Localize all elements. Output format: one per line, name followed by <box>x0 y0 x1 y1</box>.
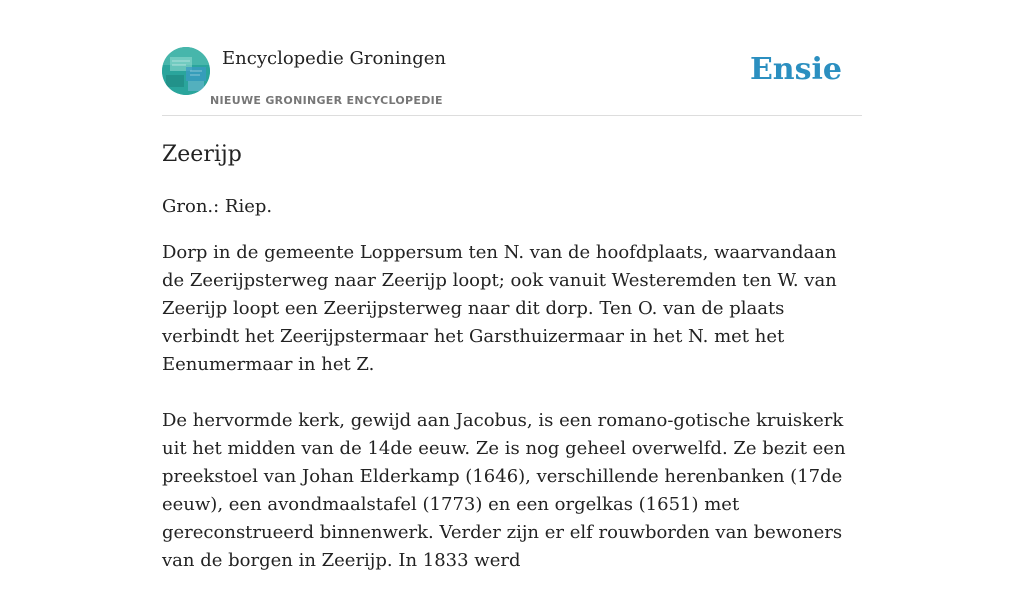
site-header <box>162 0 862 116</box>
page <box>162 0 862 571</box>
brand-logo[interactable]: Ensie <box>749 52 842 87</box>
article-paragraph: Dorp in de gemeente Loppersum ten N. van de hoofdplaats, waarvandaan de Zeerijpsterweg naar Zeerijp loopt; ook vanuit Westeremden ten W. van Zeerijp loopt een Zeerijpsterweg naar dit dorp. Ten O. van de plaats verbindt het Zeerijpstermaar het Garsthuizermaar in het N. met het Eenumermaar in het Z. <box>162 242 837 375</box>
article-title: Zeerijp <box>162 142 242 167</box>
site-title[interactable]: Encyclopedie Groningen <box>222 48 447 69</box>
logo-icon <box>162 47 210 95</box>
site-logo[interactable] <box>162 47 210 95</box>
article-body <box>162 239 862 603</box>
site-subtitle: NIEUWE GRONINGER ENCYCLOPEDIE <box>210 94 443 107</box>
article-subtitle: Gron.: Riep. <box>162 196 273 217</box>
article-paragraph: De hervormde kerk, gewijd aan Jacobus, is een romano-gotische kruiskerk uit het midden van de 14de eeuw. Ze is nog geheel overwelfd. Ze bezit een preekstoel van Johan Elderkamp (1646), verschillende herenbanken (17de eeuw), een avondmaalstafel (1773) en een orgelkas (1651) met gereconstrueerd binnenwerk. Verder zijn er elf rouwborden van bewoners van de borgen in Zeerijp. In 1833 werd <box>162 410 846 571</box>
